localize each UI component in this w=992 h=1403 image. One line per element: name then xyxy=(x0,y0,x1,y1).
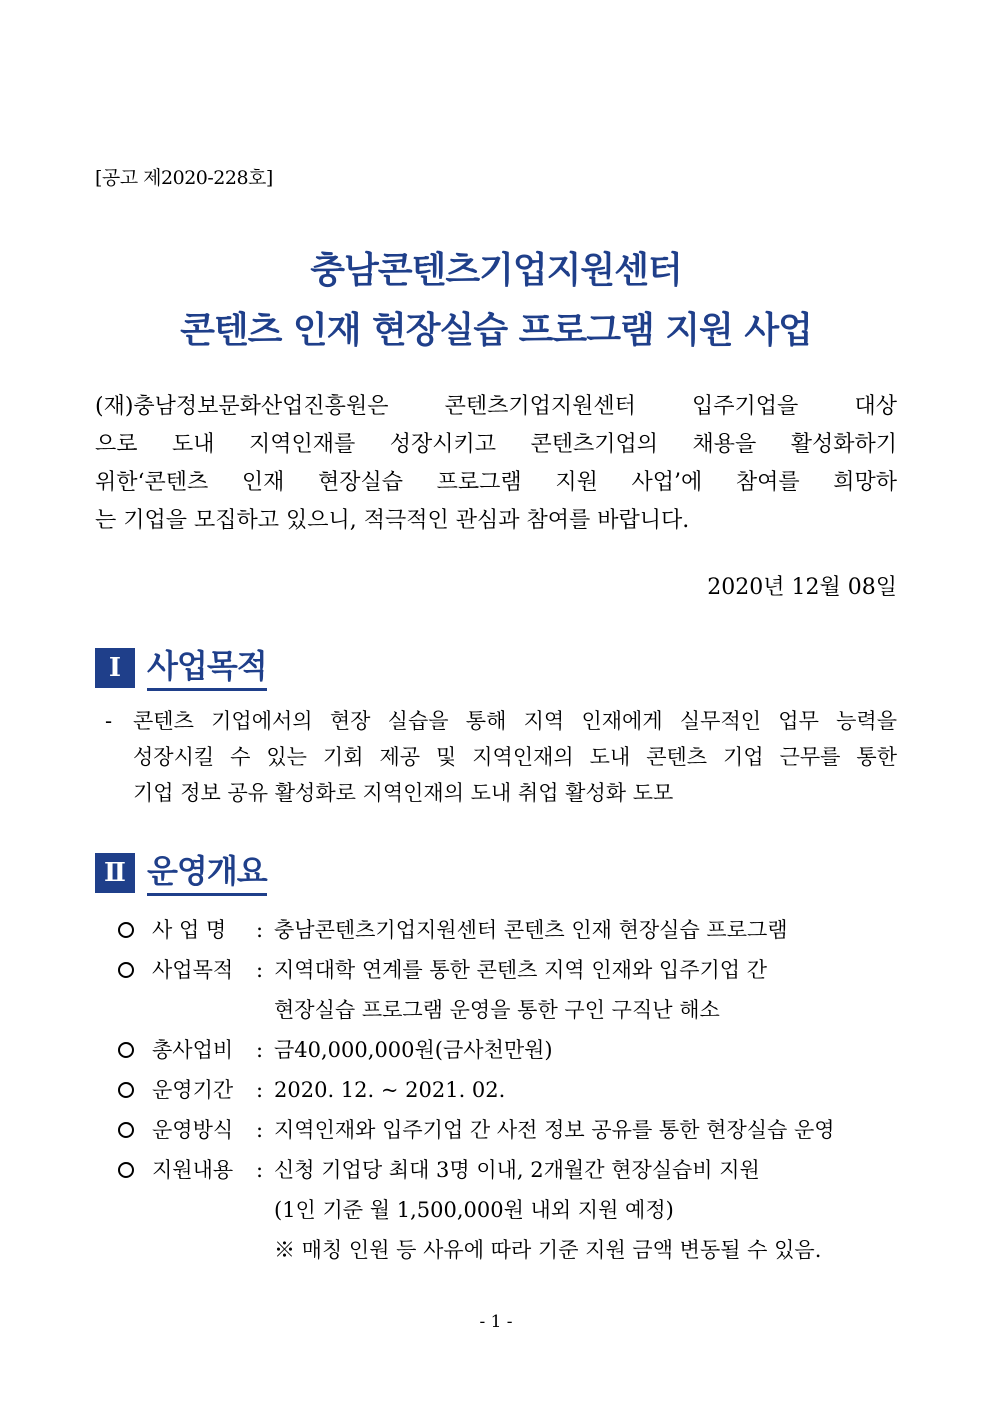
notice-date: 2020년 12월 08일 xyxy=(707,575,897,600)
title-line-1: 충남콘텐츠기업지원센터 xyxy=(310,250,682,291)
item-value: 2020. 12. ~ 2021. 02. xyxy=(274,1078,506,1102)
purpose-line: 콘텐츠 기업에서의 현장 실습을 통해 지역 인재에게 실무적인 업무 능력을 xyxy=(133,709,897,733)
colon: : xyxy=(256,1078,264,1102)
circle-bullet-icon xyxy=(118,1122,134,1138)
overview-item-purpose-cont xyxy=(118,990,898,1030)
circle-bullet-icon xyxy=(118,1162,134,1178)
circle-bullet-icon xyxy=(118,1042,134,1058)
section-1-heading xyxy=(95,648,267,688)
item-value: 지역인재와 입주기업 간 사전 정보 공유를 통한 현장실습 운영 xyxy=(274,1118,835,1142)
colon: : xyxy=(256,918,264,942)
item-value-note: ※ 매칭 인원 등 사유에 따라 기준 지원 금액 변동될 수 있음. xyxy=(274,1238,822,1262)
circle-bullet-icon xyxy=(118,922,134,938)
colon: : xyxy=(256,1158,264,1182)
item-label: 총사업비 xyxy=(152,1038,234,1062)
overview-item-support-cont xyxy=(118,1190,898,1230)
overview-item-support xyxy=(118,1150,898,1190)
overview-item-budget xyxy=(118,1030,898,1070)
overview-item-purpose xyxy=(118,950,898,990)
intro-line: 으로 도내 지역인재를 성장시키고 콘텐츠기업의 채용을 활성화하기 xyxy=(95,432,897,457)
item-label: 사 업 명 xyxy=(152,918,227,942)
section-2-title: 운영개요 xyxy=(147,851,267,896)
item-value-cont: (1인 기준 월 1,500,000원 내외 지원 예정) xyxy=(274,1198,674,1222)
intro-line: (재)충남정보문화산업진흥원은 콘텐츠기업지원센터 입주기업을 대상 xyxy=(95,394,897,419)
item-label: 운영방식 xyxy=(152,1118,234,1142)
circle-bullet-icon xyxy=(118,962,134,978)
overview-list xyxy=(118,910,898,1270)
item-label: 지원내용 xyxy=(152,1158,234,1182)
section-1-title: 사업목적 xyxy=(147,646,267,691)
overview-item-name xyxy=(118,910,898,950)
colon: : xyxy=(256,1038,264,1062)
item-label: 사업목적 xyxy=(152,958,234,982)
section-1-number: Ⅰ xyxy=(95,648,135,688)
section-2-number: Ⅱ xyxy=(95,853,135,893)
item-value: 금40,000,000원(금사천만원) xyxy=(274,1038,553,1062)
colon: : xyxy=(256,958,264,982)
overview-item-support-note xyxy=(118,1230,898,1270)
dash-bullet: - xyxy=(105,709,113,733)
intro-line: 는 기업을 모집하고 있으니, 적극적인 관심과 참여를 바랍니다. xyxy=(95,508,690,533)
intro-paragraph xyxy=(95,388,897,540)
item-value: 지역대학 연계를 통한 콘텐츠 지역 인재와 입주기업 간 xyxy=(274,958,768,982)
purpose-line: 기업 정보 공유 활성화로 지역인재의 도내 취업 활성화 도모 xyxy=(133,781,674,805)
notice-number: [공고 제2020-228호] xyxy=(95,167,273,189)
purpose-line: 성장시킬 수 있는 기회 제공 및 지역인재의 도내 콘텐츠 기업 근무를 통한 xyxy=(133,745,897,769)
overview-item-period xyxy=(118,1070,898,1110)
page-number: - 1 - xyxy=(479,1312,513,1332)
section-2-heading xyxy=(95,853,267,893)
item-value: 충남콘텐츠기업지원센터 콘텐츠 인재 현장실습 프로그램 xyxy=(274,918,788,942)
item-value-cont: 현장실습 프로그램 운영을 통한 구인 구직난 해소 xyxy=(274,998,720,1022)
overview-item-method xyxy=(118,1110,898,1150)
circle-bullet-icon xyxy=(118,1082,134,1098)
title-line-2: 콘텐츠 인재 현장실습 프로그램 지원 사업 xyxy=(180,310,812,351)
item-value: 신청 기업당 최대 3명 이내, 2개월간 현장실습비 지원 xyxy=(274,1158,760,1182)
colon: : xyxy=(256,1118,264,1142)
item-label: 운영기간 xyxy=(152,1078,234,1102)
purpose-text xyxy=(105,703,897,811)
intro-line: 위한‘콘텐츠 인재 현장실습 프로그램 지원 사업’에 참여를 희망하 xyxy=(95,470,897,495)
